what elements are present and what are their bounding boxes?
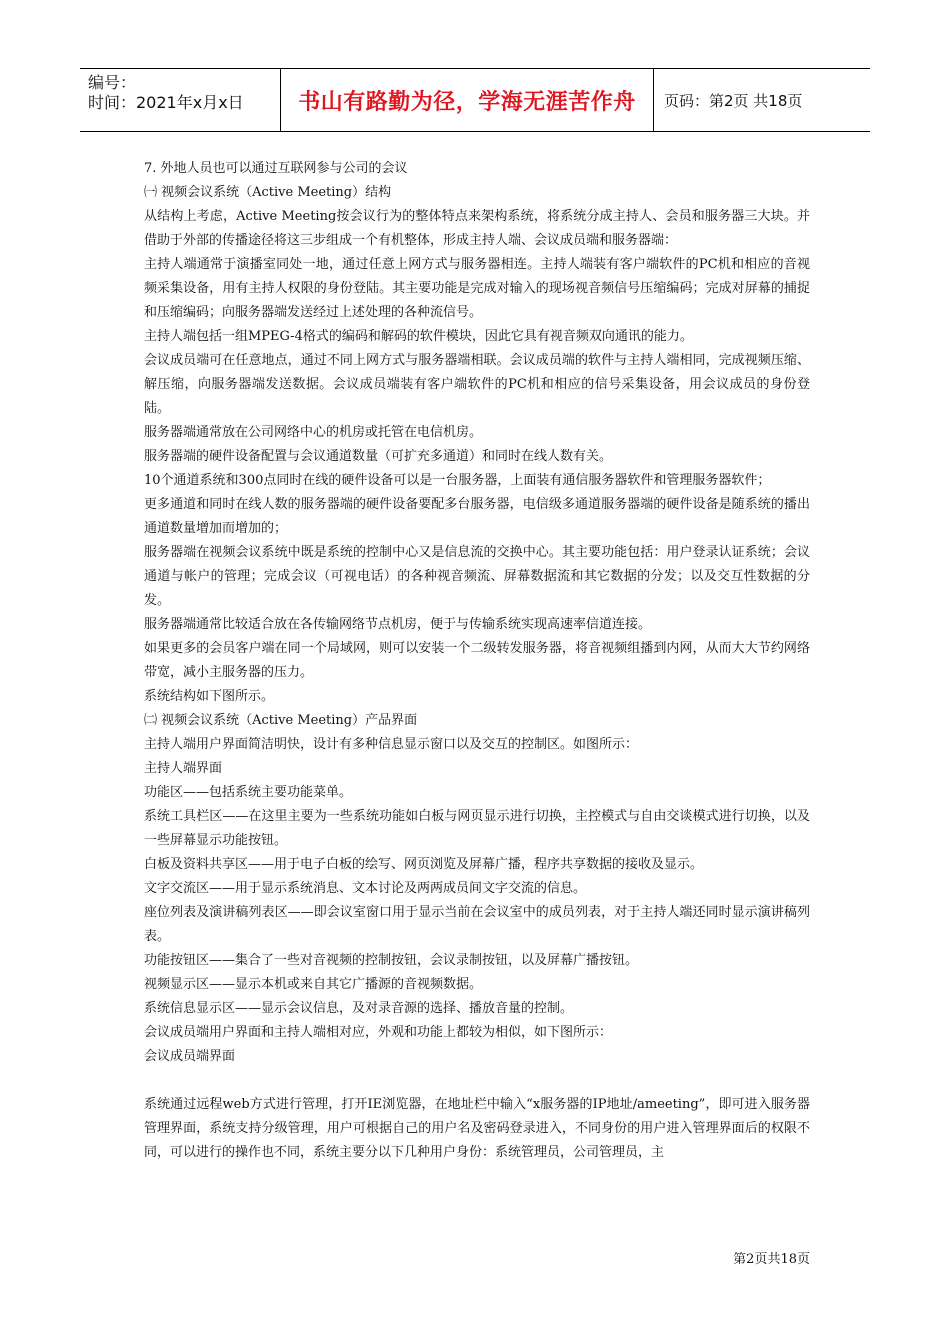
paragraph: 主持人端通常于演播室同处一地，通过任意上网方式与服务器相连。主持人端装有客户端软件的PC机和相应的音视频采集设备，用有主持人权限的身份登陆。其主要功能是完成对输入的现场视音频信号压缩编码；完成对屏幕的捕捉和压缩编码；向服务器端发送经过上述处理的各种流信号。 bbox=[144, 257, 810, 320]
paragraph: 系统信息显示区——显示会议信息，及对录音源的选择、播放音量的控制。 bbox=[144, 1001, 574, 1016]
header-motto-cell bbox=[281, 69, 654, 131]
paragraph: 服务器端的硬件设备配置与会议通道数量（可扩充多通道）和同时在线人数有关。 bbox=[144, 449, 613, 464]
document-body bbox=[144, 157, 810, 1165]
paragraph: 10个通道系统和300点同时在线的硬件设备可以是一台服务器，上面装有通信服务器软件和管理服务器软件； bbox=[144, 473, 771, 488]
paragraph: 从结构上考虑，Active Meeting按会议行为的整体特点来架构系统，将系统分成主持人、会员和服务器三大块。并借助于外部的传播途径将这三步组成一个有机整体，形成主持人端、会议成员端和服务器端： bbox=[144, 209, 810, 248]
doc-code-label: 编号： bbox=[88, 73, 137, 92]
paragraph: 会议成员端可在任意地点，通过不同上网方式与服务器端相联。会议成员端的软件与主持人端相同，完成视频压缩、解压缩，向服务器端发送数据。会议成员端装有客户端软件的PC机和相应的信号采集设备，用会议成员的身份登陆。 bbox=[144, 353, 810, 416]
section-heading: ㈠ 视频会议系统（Active Meeting）结构 bbox=[144, 185, 392, 200]
paragraph: 文字交流区——用于显示系统消息、文本讨论及两两成员间文字交流的信息。 bbox=[144, 881, 587, 896]
paragraph: 服务器端通常放在公司网络中心的机房或托管在电信机房。 bbox=[144, 425, 483, 440]
header-motto: 书山有路勤为径，学海无涯苦作舟 bbox=[298, 89, 636, 115]
paragraph: 如果更多的会员客户端在同一个局域网，则可以安装一个二级转发服务器，将音视频组播到内网，从而大大节约网络带宽，减小主服务器的压力。 bbox=[144, 641, 810, 680]
paragraph: 会议成员端用户界面和主持人端相对应，外观和功能上都较为相似，如下图所示： bbox=[144, 1025, 613, 1040]
paragraph: 服务器端在视频会议系统中既是系统的控制中心又是信息流的交换中心。其主要功能包括：用户登录认证系统；会议通道与帐户的管理；完成会议（可视电话）的各种视音频流、屏幕数据流和其它数据的分发；以及交互性数据的分发。 bbox=[144, 545, 810, 608]
paragraph: 功能按钮区——集合了一些对音视频的控制按钮，会议录制按钮，以及屏幕广播按钮。 bbox=[144, 953, 639, 968]
page-footer: 第2页共18页 bbox=[733, 1252, 810, 1267]
doc-date-label: 时间：2021年x月x日 bbox=[88, 93, 244, 112]
paragraph: 服务器端通常比较适合放在各传输网络节点机房，便于与传输系统实现高速率信道连接。 bbox=[144, 617, 652, 632]
paragraph: 功能区——包括系统主要功能菜单。 bbox=[144, 785, 353, 800]
paragraph: 主持人端包括一组MPEG-4格式的编码和解码的软件模块，因此它具有视音频双向通讯的能力。 bbox=[144, 329, 693, 344]
paragraph: 白板及资料共享区——用于电子白板的绘写、网页浏览及屏幕广播，程序共享数据的接收及显示。 bbox=[144, 857, 704, 872]
figure-caption: 主持人端界面 bbox=[144, 761, 223, 776]
paragraph: 系统结构如下图所示。 bbox=[144, 689, 275, 704]
paragraph: 视频显示区——显示本机或来自其它广播源的音视频数据。 bbox=[144, 977, 483, 992]
figure-caption: 会议成员端界面 bbox=[144, 1049, 236, 1064]
paragraph: 主持人端用户界面简洁明快，设计有多种信息显示窗口以及交互的控制区。如图所示： bbox=[144, 737, 639, 752]
page-header bbox=[80, 68, 870, 132]
section-heading: ㈡ 视频会议系统（Active Meeting）产品界面 bbox=[144, 713, 418, 728]
paragraph: 座位列表及演讲稿列表区——即会议室窗口用于显示当前在会议室中的成员列表，对于主持人端还同时显示演讲稿列表。 bbox=[144, 905, 810, 944]
header-meta bbox=[80, 69, 281, 131]
paragraph: 系统通过远程web方式进行管理，打开IE浏览器，在地址栏中输入“x服务器的IP地址/ameeting”，即可进入服务器管理界面，系统支持分级管理，用户可根据自己的用户名及密码登录进入，不同身份的用户进入管理界面后的权限不同，可以进行的操作也不同，系统主要分以下几种用户身份：系统管理员，公司管理员，主 bbox=[144, 1097, 810, 1160]
paragraph: 7. 外地人员也可以通过互联网参与公司的会议 bbox=[144, 161, 408, 176]
header-page-number: 页码：第2页 共18页 bbox=[664, 91, 803, 110]
paragraph: 更多通道和同时在线人数的服务器端的硬件设备要配多台服务器，电信级多通道服务器端的硬件设备是随系统的播出通道数量增加而增加的； bbox=[144, 497, 810, 536]
paragraph: 系统工具栏区——在这里主要为一些系统功能如白板与网页显示进行切换，主控模式与自由交谈模式进行切换，以及一些屏幕显示功能按钮。 bbox=[144, 809, 810, 848]
